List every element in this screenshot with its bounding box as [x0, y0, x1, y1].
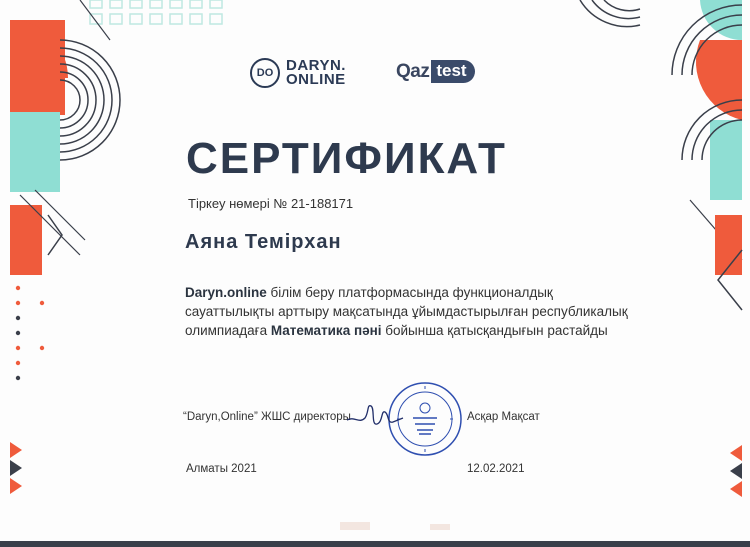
qaztest-logo: [396, 60, 475, 83]
director-name: Асқар Мақсат: [467, 411, 540, 423]
left-dot: [16, 331, 20, 335]
left-dot: [16, 361, 20, 365]
left-dot: [40, 301, 44, 305]
director-signature: [345, 398, 405, 432]
daryn-line2: ONLINE: [286, 71, 346, 88]
left-dot: [16, 301, 20, 305]
bottom-faint-mark: [430, 524, 450, 530]
body-text-part2: бойынша қатысқандығын растайды: [381, 323, 608, 338]
subject-name: Математика пәні: [270, 323, 382, 338]
daryn-online-logo: [250, 58, 346, 88]
top-right-rings: [604, 0, 640, 11]
right-triangle: [730, 445, 742, 461]
left-triangle: [10, 478, 22, 494]
daryn-wordmark: [286, 59, 346, 87]
recipient-name: Аяна Темірхан: [185, 231, 342, 253]
stamp-ring-ticks: [397, 386, 453, 452]
top-right-rings: [592, 0, 640, 19]
left-dot: [16, 376, 20, 380]
top-diagonal-line: [80, 0, 110, 40]
test-wordmark: test: [431, 60, 474, 83]
city-year: Алматы 2021: [186, 463, 257, 475]
stamp-inner-ring: [398, 392, 452, 446]
top-right-rings: [580, 0, 640, 27]
right-triangle: [730, 481, 742, 497]
do-mark: DO: [250, 58, 280, 88]
director-label: “Daryn,Online” ЖШС директоры: [183, 411, 351, 423]
certificate-title: СЕРТИФИКАТ: [186, 134, 507, 183]
left-dot: [16, 316, 20, 320]
top-square-pattern: [90, 0, 222, 24]
qaz-wordmark: Qaz: [396, 60, 430, 82]
left-orange-lower: [10, 205, 42, 275]
stamp-do-mark: [420, 403, 430, 413]
bottom-edge: [0, 541, 750, 547]
right-mint-panel: [710, 120, 742, 200]
daryn-line1: DARYN.: [286, 57, 346, 74]
right-triangle: [730, 463, 742, 479]
left-triangle: [10, 442, 22, 458]
issue-date: 12.02.2021: [467, 463, 525, 475]
left-mint-panel: [10, 112, 60, 192]
left-dot: [16, 346, 20, 350]
left-dot: [16, 286, 20, 290]
registration-number: Тіркеу нөмері № 21-188171: [188, 196, 354, 211]
platform-name: Daryn.online: [185, 285, 267, 300]
bottom-faint-mark: [340, 522, 370, 530]
body-text-part1: білім беру платформасында функционалдық сауаттылықты арттыру мақсатында ұйымдастырылған республикалық олимпиадаға: [185, 285, 628, 338]
certificate-body: [185, 283, 645, 340]
right-orange-shape: [696, 40, 742, 120]
stamp-text-lines: [413, 418, 437, 434]
left-triangle: [10, 460, 22, 476]
left-dot: [40, 346, 44, 350]
